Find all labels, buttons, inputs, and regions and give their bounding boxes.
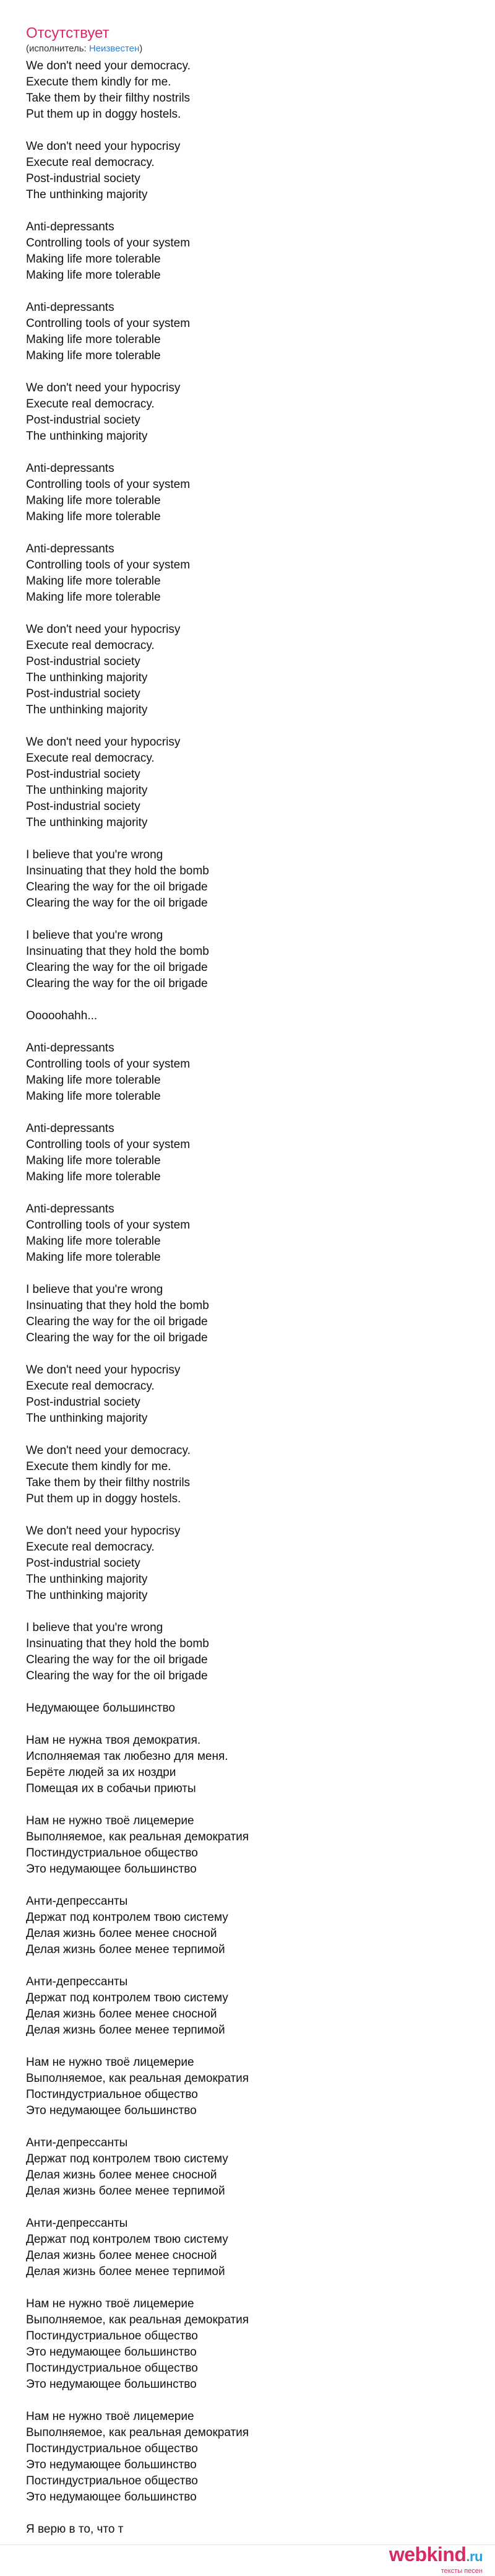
lyrics-stanza: [26, 1121, 469, 1185]
lyrics-stanza: [26, 1201, 469, 1266]
lyrics-stanza: [26, 1974, 469, 2039]
lyrics-line: Делая жизнь более менее терпимой: [26, 2265, 225, 2278]
song-title: Отсутствует: [26, 25, 110, 41]
lyrics-line: Выполняемое, как реальная демократия: [26, 2426, 249, 2439]
lyrics-line: Execute real democracy.: [26, 1541, 155, 1554]
lyrics-stanza: [26, 300, 469, 364]
lyrics-line: Постиндустриальное общество: [26, 2474, 198, 2487]
lyrics-line: Это недумающее большинство: [26, 2104, 197, 2117]
lyrics-line: Это недумающее большинство: [26, 2378, 197, 2391]
lyrics-line: Нам не нужно твоё лицемерие: [26, 2410, 194, 2423]
lyrics-line: I believe that you're wrong: [26, 848, 163, 861]
lyrics-stanza: [26, 847, 469, 912]
lyrics-line: Anti-depressants: [26, 462, 114, 475]
lyrics-stanza: [26, 380, 469, 445]
lyrics-line: Take them by their filthy nostrils: [26, 92, 191, 105]
lyrics-line: Making life more tolerable: [26, 333, 161, 346]
lyrics-line: Post-industrial society: [26, 687, 140, 700]
lyrics-line: Insinuating that they hold the bomb: [26, 945, 209, 958]
lyrics-stanza: [26, 1008, 469, 1024]
lyrics-line: Controlling tools of your system: [26, 1138, 191, 1151]
lyrics-stanza: [26, 139, 469, 203]
lyrics-line: Постиндустриальное общество: [26, 2088, 198, 2101]
lyrics-line: Нам не нужно твоё лицемерие: [26, 2297, 194, 2310]
lyrics-line: Making life more tolerable: [26, 1154, 161, 1167]
lyrics-line: Clearing the way for the oil brigade: [26, 1331, 208, 1344]
lyrics-line: Clearing the way for the oil brigade: [26, 881, 208, 894]
lyrics-line: We don't need your hypocrisy: [26, 623, 181, 636]
lyrics-stanza: [26, 2409, 469, 2505]
lyrics-line: The unthinking majority: [26, 188, 148, 201]
lyrics-line: Controlling tools of your system: [26, 237, 191, 250]
lyrics-line: Execute them kindly for me.: [26, 76, 171, 89]
lyrics-stanza: [26, 219, 469, 284]
lyrics-line: Анти-депрессанты: [26, 2217, 128, 2230]
lyrics-line: Insinuating that they hold the bomb: [26, 864, 209, 877]
lyrics-stanza: [26, 58, 469, 123]
lyrics-line: Clearing the way for the oil brigade: [26, 1653, 208, 1666]
lyrics-line: Держат под контролем твою систему: [26, 1911, 228, 1924]
lyrics-line: Держат под контролем твою систему: [26, 1991, 228, 2004]
lyrics-line: Делая жизнь более менее терпимой: [26, 2185, 225, 2198]
lyrics-line: Anti-depressants: [26, 220, 114, 233]
lyrics-stanza: [26, 2055, 469, 2119]
artist-link[interactable]: Неизвестен: [88, 43, 140, 54]
lyrics-stanza: [26, 734, 469, 831]
lyrics-line: Анти-депрессанты: [26, 1895, 128, 1908]
lyrics-stanza: [26, 2522, 469, 2538]
lyrics-line: Controlling tools of your system: [26, 559, 191, 572]
lyrics-line: Making life more tolerable: [26, 269, 161, 282]
lyrics-stanza: [26, 2296, 469, 2393]
lyrics-line: We don't need your hypocrisy: [26, 1525, 181, 1538]
lyrics-line: I believe that you're wrong: [26, 1621, 163, 1634]
lyrics-line: Post-industrial society: [26, 1557, 140, 1570]
lyrics-stanza: [26, 1813, 469, 1878]
lyrics-line: Making life more tolerable: [26, 1074, 161, 1087]
lyrics-line: Постиндустриальное общество: [26, 1847, 198, 1860]
lyrics-line: The unthinking majority: [26, 1412, 148, 1425]
lyrics-line: The unthinking majority: [26, 671, 148, 684]
lyrics-body: [26, 58, 469, 2538]
lyrics-line: Execute real democracy.: [26, 1380, 155, 1393]
lyrics-line: Делая жизнь более менее сносной: [26, 2169, 217, 2182]
lyrics-line: Put them up in doggy hostels.: [26, 108, 181, 121]
lyrics-line: Делая жизнь более менее сносной: [26, 1927, 217, 1940]
lyrics-line: Делая жизнь более менее сносной: [26, 2008, 217, 2021]
lyrics-line: Execute real democracy.: [26, 639, 155, 652]
lyrics-line: Put them up in doggy hostels.: [26, 1492, 181, 1505]
lyrics-line: Post-industrial society: [26, 800, 140, 813]
lyrics-line: Это недумающее большинство: [26, 1863, 197, 1876]
lyrics-line: Making life more tolerable: [26, 1090, 161, 1103]
lyrics-line: The unthinking majority: [26, 1589, 148, 1602]
lyrics-line: Выполняемое, как реальная демократия: [26, 2072, 249, 2085]
lyrics-line: Anti-depressants: [26, 1203, 114, 1216]
lyrics-line: Ooooohahh...: [26, 1009, 98, 1022]
lyrics-line: Я верю в то, что т: [26, 2523, 124, 2536]
lyrics-line: Нам не нужно твоё лицемерие: [26, 2056, 194, 2069]
logo-tld: .ru: [466, 2549, 483, 2564]
lyrics-line: Execute them kindly for me.: [26, 1460, 171, 1473]
lyrics-line: Выполняемое, как реальная демократия: [26, 2313, 249, 2326]
lyrics-line: Clearing the way for the oil brigade: [26, 1315, 208, 1328]
lyrics-line: We don't need your hypocrisy: [26, 736, 181, 749]
lyrics-line: I believe that you're wrong: [26, 1283, 163, 1296]
lyrics-line: Post-industrial society: [26, 1396, 140, 1409]
lyrics-line: Making life more tolerable: [26, 349, 161, 362]
lyrics-stanza: [26, 1362, 469, 1427]
lyrics-stanza: [26, 622, 469, 718]
lyrics-line: Помещая их в собачьи приюты: [26, 1782, 196, 1795]
site-footer: [0, 2544, 495, 2576]
site-logo[interactable]: [389, 2543, 483, 2566]
lyrics-line: Clearing the way for the oil brigade: [26, 1669, 208, 1682]
lyrics-line: Это недумающее большинство: [26, 2458, 197, 2471]
lyrics-line: Anti-depressants: [26, 542, 114, 555]
lyrics-line: The unthinking majority: [26, 784, 148, 797]
lyrics-stanza: [26, 541, 469, 606]
artist-line: [26, 43, 469, 54]
lyrics-stanza: [26, 1040, 469, 1105]
lyrics-line: We don't need your hypocrisy: [26, 140, 181, 153]
lyrics-line: The unthinking majority: [26, 816, 148, 829]
lyrics-line: Недумающее большинство: [26, 1702, 175, 1715]
lyrics-line: The unthinking majority: [26, 430, 148, 443]
lyrics-line: Post-industrial society: [26, 414, 140, 427]
lyrics-line: Post-industrial society: [26, 172, 140, 185]
lyrics-line: Controlling tools of your system: [26, 317, 191, 330]
lyrics-line: Controlling tools of your system: [26, 478, 191, 491]
lyrics-line: Анти-депрессанты: [26, 2136, 128, 2149]
lyrics-line: Это недумающее большинство: [26, 2346, 197, 2359]
lyrics-line: We don't need your democracy.: [26, 59, 191, 72]
lyrics-stanza: [26, 2135, 469, 2200]
lyrics-line: Anti-depressants: [26, 1042, 114, 1055]
lyrics-line: Исполняемая так любезно для меня.: [26, 1750, 228, 1763]
lyrics-line: Post-industrial society: [26, 655, 140, 668]
logo-main: webkind: [389, 2543, 467, 2565]
lyrics-line: Делая жизнь более менее сносной: [26, 2249, 217, 2262]
lyrics-line: Post-industrial society: [26, 768, 140, 781]
lyrics-stanza: [26, 1282, 469, 1346]
lyrics-line: I believe that you're wrong: [26, 929, 163, 942]
lyrics-line: Anti-depressants: [26, 301, 114, 314]
lyrics-line: Making life more tolerable: [26, 510, 161, 523]
lyrics-line: Анти-депрессанты: [26, 1975, 128, 1988]
lyrics-line: The unthinking majority: [26, 1573, 148, 1586]
lyrics-stanza: [26, 2216, 469, 2280]
lyrics-line: Нам не нужно твоё лицемерие: [26, 1814, 194, 1827]
lyrics-line: We don't need your hypocrisy: [26, 1364, 181, 1377]
lyrics-line: Нам не нужна твоя демократия.: [26, 1734, 201, 1747]
lyrics-stanza: [26, 1700, 469, 1717]
lyrics-line: Controlling tools of your system: [26, 1058, 191, 1071]
lyrics-line: Держат под контролем твою систему: [26, 2233, 228, 2246]
lyrics-line: Execute real democracy.: [26, 752, 155, 765]
lyrics-line: We don't need your democracy.: [26, 1444, 191, 1457]
lyrics-stanza: [26, 1733, 469, 1797]
lyrics-line: Making life more tolerable: [26, 1235, 161, 1248]
lyrics-line: Постиндустриальное общество: [26, 2442, 198, 2455]
lyrics-stanza: [26, 1523, 469, 1604]
lyrics-line: Making life more tolerable: [26, 1251, 161, 1264]
lyrics-line: Execute real democracy.: [26, 156, 155, 169]
lyrics-line: We don't need your hypocrisy: [26, 381, 181, 394]
lyrics-line: Execute real democracy.: [26, 398, 155, 411]
lyrics-line: The unthinking majority: [26, 703, 148, 716]
lyrics-stanza: [26, 1443, 469, 1507]
lyrics-stanza: [26, 1620, 469, 1684]
lyrics-line: Making life more tolerable: [26, 1170, 161, 1183]
lyrics-stanza: [26, 461, 469, 525]
lyrics-line: Insinuating that they hold the bomb: [26, 1299, 209, 1312]
lyrics-line: Делая жизнь более менее терпимой: [26, 1943, 225, 1956]
lyrics-line: Это недумающее большинство: [26, 2491, 197, 2504]
lyrics-line: Insinuating that they hold the bomb: [26, 1637, 209, 1650]
lyrics-line: Clearing the way for the oil brigade: [26, 977, 208, 990]
lyrics-line: Делая жизнь более менее терпимой: [26, 2024, 225, 2037]
lyrics-line: Making life more tolerable: [26, 253, 161, 266]
lyrics-line: Making life more tolerable: [26, 494, 161, 507]
lyrics-line: Making life more tolerable: [26, 591, 161, 604]
lyrics-line: Clearing the way for the oil brigade: [26, 897, 208, 910]
artist-prefix: (исполнитель:: [26, 43, 89, 54]
lyrics-line: Clearing the way for the oil brigade: [26, 961, 208, 974]
lyrics-line: Держат под контролем твою систему: [26, 2152, 228, 2165]
lyrics-line: Making life more tolerable: [26, 575, 161, 588]
logo-tagline: тексты песен: [441, 2567, 483, 2575]
lyrics-line: Controlling tools of your system: [26, 1219, 191, 1232]
lyrics-line: Берёте людей за их ноздри: [26, 1766, 176, 1779]
lyrics-line: Выполняемое, как реальная демократия: [26, 1830, 249, 1843]
lyrics-line: Постиндустриальное общество: [26, 2330, 198, 2343]
lyrics-line: Take them by their filthy nostrils: [26, 1476, 191, 1489]
lyrics-stanza: [26, 928, 469, 992]
artist-suffix: ): [139, 43, 143, 54]
lyrics-line: Постиндустриальное общество: [26, 2362, 198, 2375]
lyrics-line: Anti-depressants: [26, 1122, 114, 1135]
lyrics-stanza: [26, 1894, 469, 1958]
